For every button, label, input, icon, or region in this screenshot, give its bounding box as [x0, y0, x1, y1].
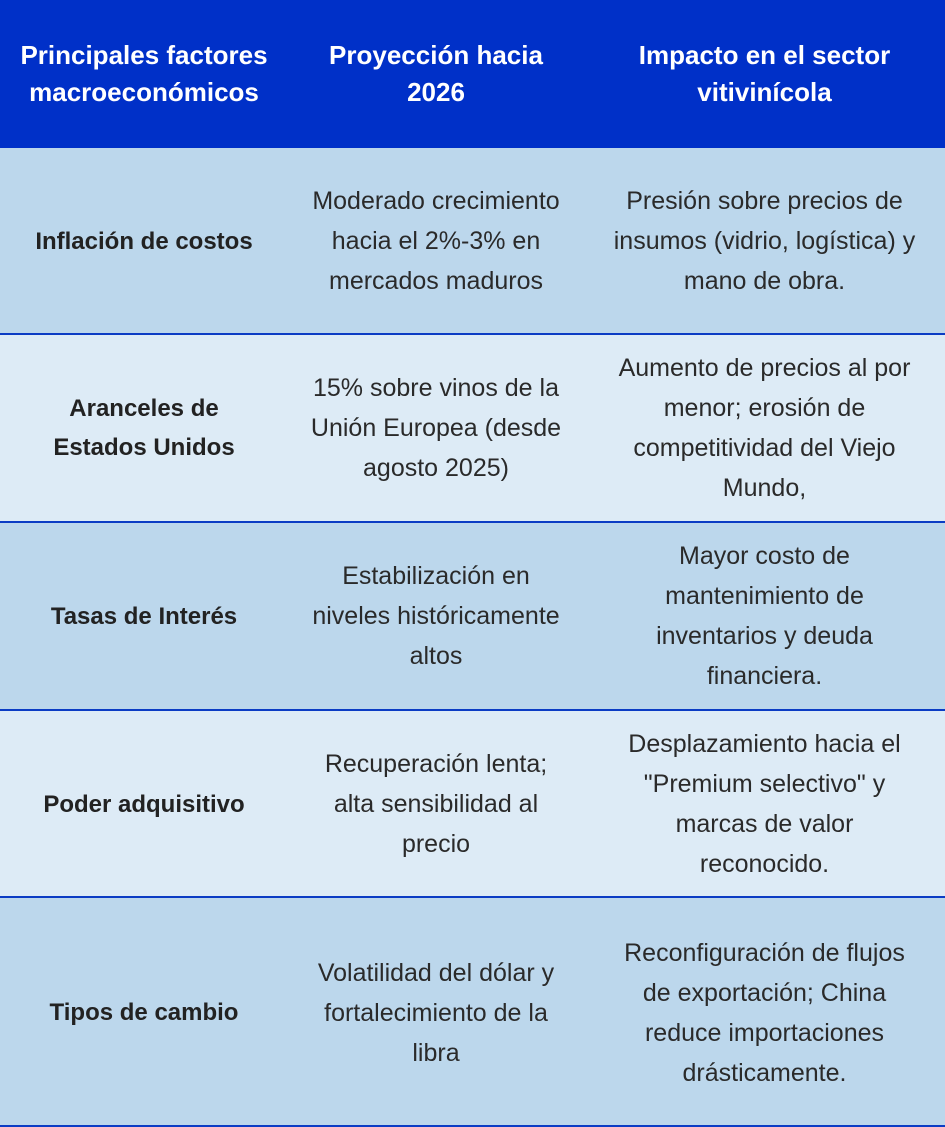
- projection-text: 15% sobre vinos de la Unión Europea (desde agosto 2025): [310, 374, 562, 482]
- header-projection-label: Proyección hacia 2026: [329, 40, 543, 107]
- projection-text: Recuperación lenta; alta sensibilidad al precio: [324, 750, 548, 858]
- factor-label: Aranceles de Estados Unidos: [53, 395, 235, 461]
- header-impact: [584, 0, 945, 148]
- factor-cell: [0, 522, 288, 710]
- factor-cell: [0, 334, 288, 522]
- projection-cell: [288, 710, 584, 898]
- impact-text: Desplazamiento hacia el "Premium selectivo" y marcas de valor reconocido.: [628, 730, 901, 878]
- projection-cell: [288, 148, 584, 334]
- impact-cell: [584, 898, 945, 1127]
- impact-cell: [584, 522, 945, 710]
- row-divider: [0, 333, 945, 335]
- factor-label: Tasas de Interés: [50, 602, 238, 630]
- impact-cell: [584, 148, 945, 334]
- header-factors-label: Principales factores macroeconómicos: [20, 40, 268, 107]
- factor-label: Inflación de costos: [35, 227, 253, 255]
- table-row: [0, 334, 945, 522]
- projection-text: Moderado crecimiento hacia el 2%-3% en mercados maduros: [312, 187, 560, 295]
- table-row: [0, 898, 945, 1127]
- factor-cell: [0, 898, 288, 1127]
- projection-cell: [288, 898, 584, 1127]
- impact-text: Presión sobre precios de insumos (vidrio, logística) y mano de obra.: [613, 187, 916, 295]
- header-impact-label: Impacto en el sector vitivinícola: [638, 40, 891, 107]
- row-divider: [0, 521, 945, 523]
- impact-text: Aumento de precios al por menor; erosión de competitividad del Viejo Mundo,: [618, 354, 911, 502]
- projection-text: Volatilidad del dólar y fortalecimiento de la libra: [317, 958, 555, 1067]
- row-divider: [0, 709, 945, 711]
- impact-cell: [584, 710, 945, 898]
- impact-cell: [584, 334, 945, 522]
- impact-text: Mayor costo de mantenimiento de inventarios y deuda financiera.: [656, 542, 873, 690]
- table-row: [0, 710, 945, 898]
- header-factors: [0, 0, 288, 148]
- table-row: [0, 148, 945, 334]
- projection-cell: [288, 334, 584, 522]
- factor-label: Poder adquisitivo: [43, 790, 245, 818]
- factor-cell: [0, 710, 288, 898]
- projection-cell: [288, 522, 584, 710]
- table-row: [0, 522, 945, 710]
- projection-text: Estabilización en niveles históricamente altos: [312, 562, 560, 670]
- row-divider: [0, 896, 945, 898]
- header-projection: [288, 0, 584, 148]
- table-header-row: [0, 0, 945, 148]
- factor-label: Tipos de cambio: [49, 999, 239, 1026]
- factor-cell: [0, 148, 288, 334]
- impact-text: Reconfiguración de flujos de exportación; China reduce importaciones drásticamente.: [624, 938, 905, 1087]
